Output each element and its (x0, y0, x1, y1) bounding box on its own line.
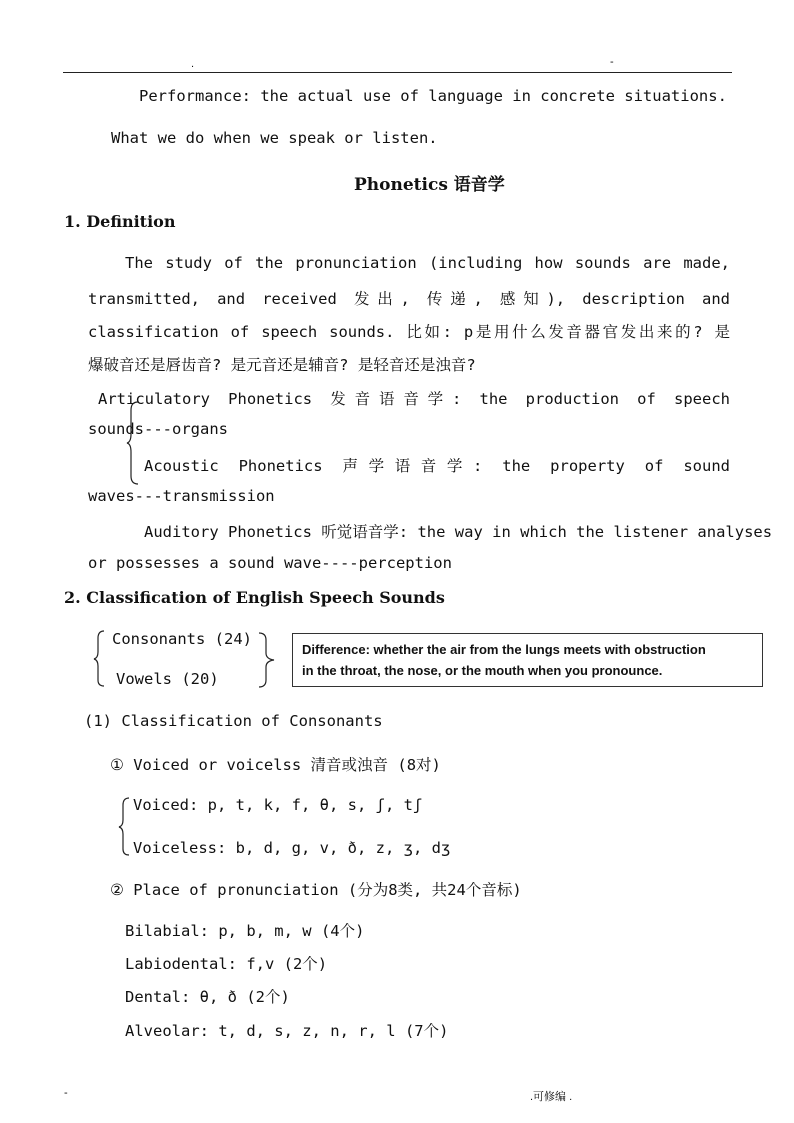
right-brace (257, 632, 279, 688)
left-brace (93, 630, 107, 688)
consonants-classification-heading: (1) Classification of Consonants (84, 712, 383, 730)
difference-line-2: in the throat, the nose, or the mouth when you pronounce. (302, 663, 663, 678)
auditory-line-1: Auditory Phonetics 听觉语音学: the way in which the listener analyses (144, 523, 773, 541)
place-dental: Dental: θ, ð (2个) (125, 988, 290, 1006)
articulatory-line-1: Articulatory Phonetics 发音语音学: the production of speech (98, 390, 730, 408)
consonants-label: Consonants (24) (112, 630, 252, 648)
voiceless-list: Voiceless: b, d, g, v, ð, z, ʒ, dʒ (133, 839, 451, 857)
section-classification-heading: 2. Classification of English Speech Sounds (64, 588, 445, 607)
auditory-line-2: or possesses a sound wave----perception (88, 554, 452, 572)
performance-text: Performance: the actual use of language in concrete situations. (139, 87, 727, 105)
header-mark-right: - (610, 56, 614, 68)
header-mark-left: . (191, 58, 195, 70)
voiced-list: Voiced: p, t, k, f, θ, s, ʃ, tʃ (133, 796, 423, 814)
place-bilabial: Bilabial: p, b, m, w (4个) (125, 922, 365, 940)
place-labiodental: Labiodental: f,v (2个) (125, 955, 328, 973)
what-we-do-text: What we do when we speak or listen. (111, 129, 438, 147)
voicing-brace (118, 797, 132, 857)
footer-mark-left: - (64, 1087, 68, 1099)
definition-line-1: The study of the pronunciation (including how sounds are made, (125, 254, 730, 272)
definition-line-4: 爆破音还是唇齿音? 是元音还是辅音? 是轻音还是浊音? (88, 356, 476, 374)
articulatory-line-2: sounds---organs (88, 420, 228, 438)
acoustic-line-2: waves---transmission (88, 487, 275, 505)
voiced-voiceless-item: ① Voiced or voicelss 清音或浊音 (8对) (110, 756, 441, 774)
section-definition-heading: 1. Definition (64, 212, 176, 231)
definition-line-2: transmitted, and received 发出, 传递, 感知), description and (88, 290, 730, 308)
page-title: Phonetics 语音学 (354, 175, 505, 195)
phonetics-brace (126, 400, 140, 490)
place-of-pronunciation-item: ② Place of pronunciation (分为8类, 共24个音标) (110, 881, 522, 899)
difference-line-1: Difference: whether the air from the lungs meets with obstruction (302, 642, 706, 657)
place-alveolar: Alveolar: t, d, s, z, n, r, l (7个) (125, 1022, 449, 1040)
header-rule (63, 72, 732, 73)
acoustic-line-1: Acoustic Phonetics 声学语音学: the property of sound (144, 457, 730, 475)
footer-text: .可修编 . (530, 1091, 573, 1103)
definition-line-3: classification of speech sounds. 比如: p是用什么发音器官发出来的? 是 (88, 323, 730, 341)
vowels-label: Vowels (20) (116, 670, 219, 688)
difference-box (292, 633, 763, 687)
